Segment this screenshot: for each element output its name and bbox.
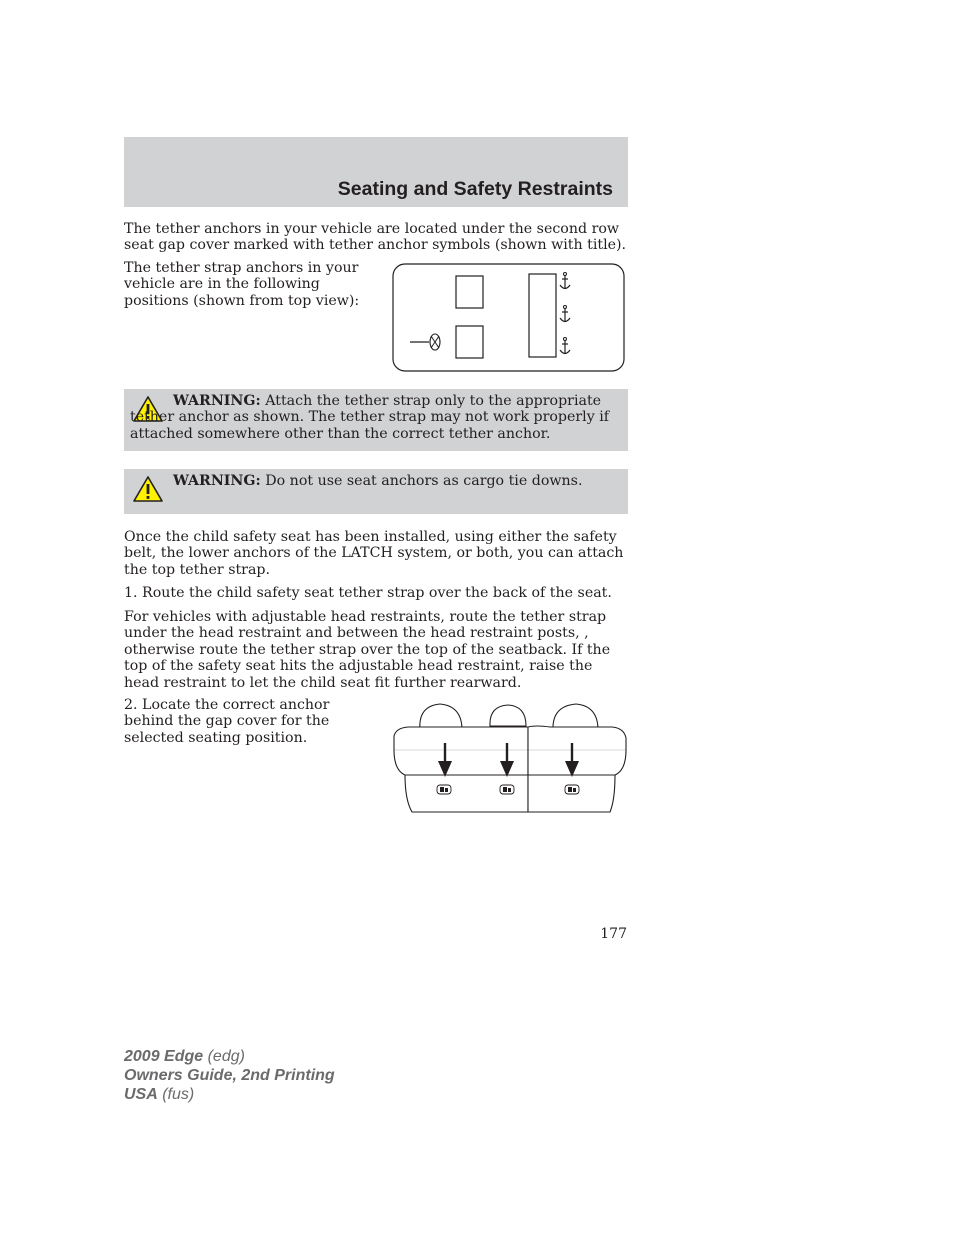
warning-text-tether: WARNING: Attach the tether strap only to the appropriate tether anchor as shown. The tether strap may not work properly if attached somewhere other than the correct tether anchor.	[130, 393, 610, 442]
warning-text-cargo: WARNING: Do not use seat anchors as cargo tie downs.	[173, 473, 583, 489]
second-row-seat	[529, 274, 556, 357]
head-restraint-center	[490, 705, 526, 726]
warning-box-cargo	[124, 469, 628, 514]
paragraph-attach-tether: Once the child safety seat has been installed, using either the safety belt, the lower anchors of the LATCH system, or both, you can attach the top tether strap.	[124, 529, 624, 578]
front-seat-driver	[456, 326, 483, 358]
paragraph-head-restraint: For vehicles with adjustable head restraints, route the tether strap under the head restraint and between the head restraint posts, , otherwise route the tether strap over the top of the seatback. If the top of the safety seat hits the adjustable head restraint, raise the head restraint to let the child seat fit further rearward.	[124, 609, 611, 691]
page-number: 177	[600, 926, 627, 942]
paragraph-anchor-positions: The tether strap anchors in your vehicle are in the following positions (shown from top view):	[124, 260, 360, 309]
head-restraint-right	[553, 704, 598, 730]
section-title: Seating and Safety Restraints	[337, 178, 613, 200]
paragraph-step-1: 1. Route the child safety seat tether strap over the back of the seat.	[124, 585, 612, 601]
seatback-right	[528, 726, 626, 812]
rear-seat-anchor-illustration	[390, 700, 628, 816]
warning-label: WARNING:	[173, 393, 261, 409]
paragraph-tether-location: The tether anchors in your vehicle are located under the second row seat gap cover marked with tether anchor symbols (shown with title).	[124, 221, 627, 254]
top-view-anchor-diagram	[392, 263, 625, 372]
paragraph-step-2: 2. Locate the correct anchor behind the gap cover for the selected seating position.	[124, 697, 330, 746]
head-restraint-left	[420, 704, 462, 730]
footer-edition-info: 2009 Edge (edg) Owners Guide, 2nd Printing USA (fus)	[124, 1048, 335, 1103]
diagram-frame	[393, 264, 624, 371]
section-header-band	[124, 137, 628, 207]
front-seat-right	[456, 276, 483, 308]
warning-label: WARNING:	[173, 473, 261, 489]
warning-box-tether	[124, 389, 628, 451]
